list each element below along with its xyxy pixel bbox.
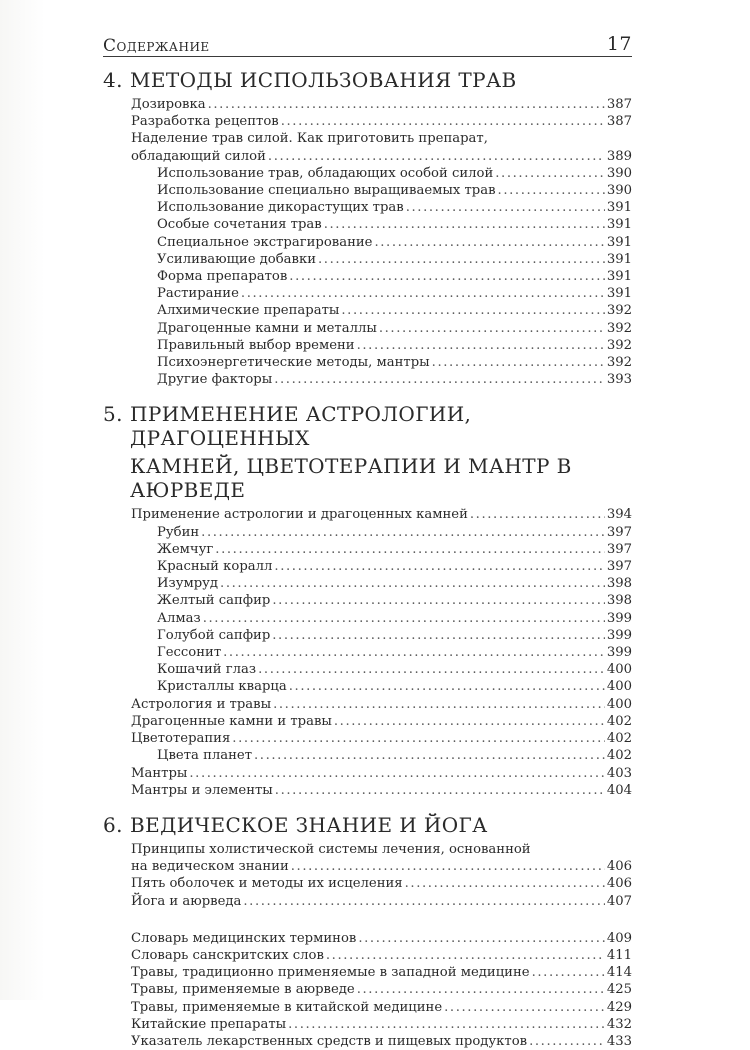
toc-entry-page-number: 399	[606, 645, 632, 661]
dot-leader	[318, 251, 605, 268]
dot-leader	[324, 216, 605, 233]
dot-leader	[272, 592, 604, 609]
toc-entry-label: обладающий силой	[131, 148, 266, 164]
toc-entry-page-number: 393	[606, 372, 632, 388]
toc-entry	[103, 661, 632, 678]
dot-leader	[220, 575, 605, 592]
chapter-heading	[103, 813, 632, 837]
toc-entry-page-number: 402	[606, 748, 632, 764]
dot-leader	[273, 696, 605, 713]
toc-entry-label: Кристаллы кварца	[157, 679, 287, 695]
dot-leader	[189, 765, 604, 782]
dot-leader	[203, 610, 605, 627]
toc-entry	[103, 678, 632, 695]
toc-entry-page-number: 406	[606, 859, 632, 875]
chapter-heading	[103, 68, 632, 92]
toc-entry	[103, 354, 632, 371]
dot-leader	[274, 558, 604, 575]
dot-leader	[289, 678, 605, 695]
dot-leader	[334, 713, 605, 730]
toc-entry-page-number: 409	[606, 930, 632, 946]
toc-entry-page-number: 397	[606, 559, 632, 575]
toc-entry-label: Жемчуг	[157, 541, 214, 557]
toc-entry	[103, 747, 632, 764]
dot-leader	[281, 113, 605, 130]
chapter-title: ВЕДИЧЕСКОЕ ЗНАНИЕ И ЙОГА	[130, 812, 488, 837]
dot-leader	[223, 644, 605, 661]
dot-leader	[289, 268, 605, 285]
toc-entry-page-number: 407	[606, 893, 632, 909]
toc-entry-label: Мантры и элементы	[131, 782, 273, 798]
toc-entry-label: Усиливающие добавки	[157, 251, 317, 267]
toc-entry-label: Китайские препараты	[131, 1016, 287, 1032]
toc-entry-label: Гессонит	[157, 645, 222, 661]
dot-leader	[529, 1033, 605, 1050]
toc-entry-label: Применение астрологии и драгоценных камней	[131, 507, 468, 523]
toc-entry	[103, 268, 632, 285]
toc-entry	[103, 234, 632, 251]
toc-entry	[103, 285, 632, 302]
chapter-title: ПРИМЕНЕНИЕ АСТРОЛОГИИ, ДРАГОЦЕННЫХ	[130, 402, 472, 451]
dot-leader	[241, 285, 605, 302]
chapter-title: КАМНЕЙ, ЦВЕТОТЕРАПИИ И МАНТР В АЮРВЕДЕ	[130, 454, 572, 503]
toc-entry	[103, 337, 632, 354]
toc-entry-page-number: 391	[606, 251, 632, 267]
dot-leader	[406, 199, 605, 216]
toc-entry-label: Использование специально выращиваемых трав	[157, 183, 496, 199]
toc-entry	[103, 730, 632, 747]
dot-leader	[275, 782, 605, 799]
toc-entry-label-first-line: Наделение трав силой. Как приготовить препарат,	[131, 131, 488, 147]
toc-entry-label: Красный коралл	[157, 559, 273, 575]
dot-leader	[215, 541, 605, 558]
toc-entry-page-number: 397	[606, 541, 632, 557]
toc-entry-page-number: 403	[606, 765, 632, 781]
toc-entry-page-number: 391	[606, 200, 632, 216]
toc-entry-label: Травы, применяемые в аюрведе	[131, 982, 355, 998]
dot-leader	[374, 234, 604, 251]
toc-entry-label: Йога и аюрведа	[131, 893, 242, 909]
dot-leader	[243, 893, 604, 910]
chapter-section	[103, 402, 632, 798]
toc-entry	[103, 696, 632, 713]
dot-leader	[272, 627, 605, 644]
toc-entry-label: Словарь санскритских слов	[131, 947, 324, 963]
chapter-number: 5.	[103, 402, 123, 427]
toc-entry	[103, 371, 632, 388]
toc-entry-page-number: 397	[606, 524, 632, 540]
toc-entry-page-number: 390	[606, 183, 632, 199]
running-header	[103, 30, 632, 57]
toc-entry-page-number: 392	[606, 303, 632, 319]
toc-entry-page-number: 394	[606, 507, 632, 523]
toc-entry	[103, 981, 632, 998]
toc-entry-label: Правильный выбор времени	[157, 337, 355, 353]
chapter-heading	[103, 454, 632, 502]
toc-entry-label: Драгоценные камни и металлы	[157, 320, 377, 336]
toc-entry-label: Желтый сапфир	[157, 593, 271, 609]
toc-entry-page-number: 400	[606, 662, 632, 678]
dot-leader	[498, 182, 605, 199]
toc-entry	[103, 627, 632, 644]
dot-leader	[379, 320, 605, 337]
toc-entry-label: Словарь медицинских терминов	[131, 930, 357, 946]
page-number: 17	[606, 33, 632, 55]
dot-leader	[532, 964, 605, 981]
dot-leader	[232, 730, 605, 747]
toc-entry-label: Специальное экстрагирование	[157, 234, 373, 250]
toc-entry-page-number: 411	[606, 947, 632, 963]
toc-entry-page-number: 429	[606, 999, 632, 1015]
toc-entry	[103, 782, 632, 799]
toc-entry	[103, 644, 632, 661]
toc-entry-label: Психоэнергетические методы, мантры	[157, 355, 430, 371]
toc-entry	[103, 947, 632, 964]
toc-entry-label: Особые сочетания трав	[157, 217, 322, 233]
dot-leader	[357, 337, 605, 354]
toc-entry-label: Изумруд	[157, 576, 219, 592]
toc-entry-page-number: 400	[606, 679, 632, 695]
toc-entry-label: Цвета планет	[157, 748, 252, 764]
toc-entry	[103, 999, 632, 1016]
toc-entry-page-number: 402	[606, 731, 632, 747]
toc-entry-label: Травы, применяемые в китайской медицине	[131, 999, 443, 1015]
table-of-contents	[103, 68, 632, 1050]
toc-entry-label: Использование трав, обладающих особой силой	[157, 165, 494, 181]
toc-entry	[103, 592, 632, 609]
toc-entry	[103, 182, 632, 199]
toc-entry-label: на ведическом знании	[131, 859, 289, 875]
dot-leader	[291, 858, 605, 875]
toc-entry-page-number: 391	[606, 217, 632, 233]
toc-entry-page-number: 387	[606, 114, 632, 130]
dot-leader	[444, 999, 605, 1016]
toc-entry-page-number: 391	[606, 269, 632, 285]
dot-leader	[254, 747, 605, 764]
toc-entry	[103, 216, 632, 233]
toc-entry-label: Рубин	[157, 524, 200, 540]
toc-entry-page-number: 399	[606, 610, 632, 626]
toc-entry	[103, 96, 632, 113]
dot-leader	[201, 524, 605, 541]
toc-entry-label: Травы, традиционно применяемые в западной медицине	[131, 965, 530, 981]
toc-entry	[103, 558, 632, 575]
dot-leader	[357, 981, 605, 998]
toc-entry	[103, 165, 632, 182]
back-matter	[103, 930, 632, 1050]
toc-entry-page-number: 400	[606, 696, 632, 712]
toc-entry	[103, 930, 632, 947]
toc-entry-page-number: 414	[606, 965, 632, 981]
dot-leader	[470, 506, 605, 523]
toc-entry-page-number: 391	[606, 286, 632, 302]
toc-entry	[103, 1033, 632, 1050]
toc-entry-label: Кошачий глаз	[157, 662, 257, 678]
toc-entry-label: Драгоценные камни и травы	[131, 713, 332, 729]
toc-entry-label: Разработка рецептов	[131, 114, 279, 130]
toc-entry-label: Форма препаратов	[157, 269, 288, 285]
dot-leader	[405, 875, 605, 892]
dot-leader	[341, 302, 604, 319]
toc-entry-page-number: 402	[606, 713, 632, 729]
toc-entry	[103, 506, 632, 523]
toc-entry-page-number: 392	[606, 355, 632, 371]
toc-entry-page-number: 387	[606, 97, 632, 112]
running-header-title: Содержание	[103, 36, 210, 56]
toc-entry	[103, 1016, 632, 1033]
toc-entry-label-first-line: Принципы холистической системы лечения, основанной	[131, 841, 531, 857]
chapter-number: 6.	[103, 812, 123, 837]
toc-entry	[103, 541, 632, 558]
toc-entry-label: Астрология и травы	[131, 696, 272, 712]
toc-entry-page-number: 392	[606, 337, 632, 353]
toc-entry-label: Растирание	[157, 286, 239, 302]
toc-entry-page-number: 398	[606, 576, 632, 592]
dot-leader	[358, 930, 605, 947]
toc-entry-page-number: 433	[606, 1033, 632, 1049]
toc-entry-label: Голубой сапфир	[157, 627, 271, 643]
toc-entry-page-number: 404	[606, 782, 632, 798]
dot-leader	[288, 1016, 605, 1033]
dot-leader	[268, 148, 605, 165]
toc-entry	[103, 964, 632, 981]
toc-entry-page-number: 392	[606, 320, 632, 336]
toc-entry-label: Алхимические препараты	[157, 303, 340, 319]
toc-entry-page-number: 390	[606, 165, 632, 181]
toc-entry-label: Указатель лекарственных средств и пищевых продуктов	[131, 1033, 528, 1049]
dot-leader	[274, 371, 605, 388]
toc-entry	[103, 320, 632, 337]
chapter-number: 4.	[103, 68, 123, 92]
toc-entry-label: Дозировка	[131, 97, 206, 112]
chapter-section	[103, 68, 632, 388]
chapter-heading	[103, 402, 632, 450]
toc-entry	[103, 524, 632, 541]
toc-entry	[103, 893, 632, 910]
toc-entry	[103, 199, 632, 216]
toc-entry-label: Цветотерапия	[131, 731, 231, 747]
chapter-section	[103, 813, 632, 910]
toc-entry-page-number: 389	[606, 148, 632, 164]
toc-entry-page-number: 425	[606, 982, 632, 998]
toc-entry	[103, 575, 632, 592]
toc-entry-label: Использование дикорастущих трав	[157, 200, 404, 216]
toc-entry-label: Другие факторы	[157, 372, 273, 388]
toc-entry	[103, 841, 632, 875]
toc-entry-page-number: 432	[606, 1016, 632, 1032]
toc-entry-label: Алмаз	[157, 610, 201, 626]
toc-entry	[103, 713, 632, 730]
dot-leader	[258, 661, 605, 678]
toc-entry	[103, 302, 632, 319]
toc-entry-page-number: 406	[606, 876, 632, 892]
toc-entry	[103, 765, 632, 782]
toc-entry-label: Пять оболочек и методы их исцеления	[131, 876, 403, 892]
chapter-number	[103, 454, 130, 502]
dot-leader	[326, 947, 605, 964]
toc-entry	[103, 610, 632, 627]
toc-entry	[103, 875, 632, 892]
toc-entry-page-number: 398	[606, 593, 632, 609]
dot-leader	[208, 96, 605, 113]
toc-entry	[103, 251, 632, 268]
toc-entry	[103, 113, 632, 130]
dot-leader	[432, 354, 605, 371]
chapter-title: МЕТОДЫ ИСПОЛЬЗОВАНИЯ ТРАВ	[130, 68, 517, 92]
dot-leader	[495, 165, 605, 182]
toc-entry-page-number: 399	[606, 627, 632, 643]
toc-entry-page-number: 391	[606, 234, 632, 250]
toc-entry	[103, 130, 632, 164]
toc-entry-label: Мантры	[131, 765, 188, 781]
